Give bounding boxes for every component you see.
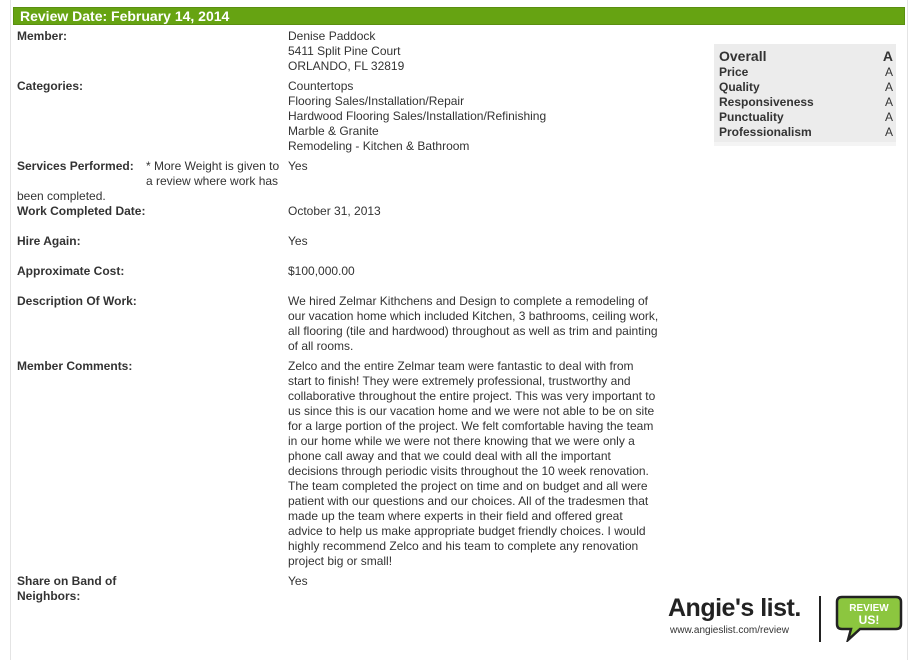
- description-label: Description Of Work:: [17, 294, 137, 308]
- member-city: ORLANDO, FL 32819: [288, 59, 405, 73]
- member-value: [288, 29, 668, 74]
- category-item: Remodeling - Kitchen & Bathroom: [288, 139, 470, 153]
- cost-label: Approximate Cost:: [17, 264, 125, 278]
- comments-label: Member Comments:: [17, 359, 133, 373]
- category-item: Countertops: [288, 79, 354, 93]
- member-name: Denise Paddock: [288, 29, 376, 43]
- rating-name: Responsiveness: [719, 95, 814, 109]
- cost-value: $100,000.00: [288, 264, 355, 278]
- logo-divider: [819, 596, 821, 642]
- member-street: 5411 Split Pine Court: [288, 44, 401, 58]
- categories-list: [288, 79, 668, 154]
- rating-grade: A: [882, 48, 893, 64]
- badge-text-top: REVIEW: [849, 603, 889, 614]
- description-value: We hired Zelmar Kithchens and Design to complete a remodeling of our vacation home which included Kitchen, 3 bathrooms, ceiling work, all flooring (tile and hardwood) throughout as well as trim and painting of all rooms.: [288, 294, 659, 353]
- review-date-header: Review Date: February 14, 2014: [13, 7, 905, 25]
- services-value: Yes: [288, 159, 308, 173]
- hire-again-value: Yes: [288, 234, 308, 248]
- weight-note: * More Weight is given to a review where work has: [146, 159, 280, 188]
- categories-label: Categories:: [17, 79, 84, 93]
- category-item: Marble & Granite: [288, 124, 379, 138]
- review-url[interactable]: www.angieslist.com/review: [670, 625, 789, 636]
- rating-name: Punctuality: [719, 110, 784, 124]
- rating-grade: A: [884, 65, 893, 79]
- rating-grade: A: [884, 95, 893, 109]
- category-item: Hardwood Flooring Sales/Installation/Refinishing: [288, 109, 547, 123]
- rating-row-quality: [719, 80, 893, 95]
- share-value: Yes: [288, 574, 308, 588]
- rating-row-responsiveness: [719, 95, 893, 110]
- angies-list-logo: Angie's list.: [668, 594, 801, 622]
- rating-name: Professionalism: [719, 125, 812, 139]
- member-label: Member:: [17, 29, 68, 43]
- rating-row-punctuality: [719, 110, 893, 125]
- rating-row-professionalism: [719, 125, 893, 140]
- angies-list-branding[interactable]: [668, 594, 908, 644]
- share-label: Share on Band of Neighbors:: [17, 574, 117, 603]
- ratings-panel: [714, 44, 896, 146]
- weight-note-end: been completed.: [17, 189, 106, 203]
- rating-grade: A: [884, 80, 893, 94]
- work-completed-value: October 31, 2013: [288, 204, 381, 218]
- comments-value: Zelco and the entire Zelmar team were fantastic to deal with from start to finish! They were extremely professional, trustworthy and collaborative throughout the entire project. This was very important to us since this is our vacation home and we were not able to be on site for a large portion of the project. We felt comfortable having the team in our home while we were not there knowing that we were only a phone call away and that we could deal with all the important decisions through periodic visits throughout the 10 week renovation. The team completed the project on time and on budget and all were patient with our questions and our choices. All of the tradesmen that made up the team where experts in their field and offered great advice to help us make appropriate budget friendly choices. I would highly recommend Zelco and his team to complete any renovation project big or small!: [288, 359, 656, 568]
- review-us-badge[interactable]: [834, 594, 904, 642]
- rating-grade: A: [884, 110, 893, 124]
- rating-row-overall: [719, 48, 893, 65]
- category-item: Flooring Sales/Installation/Repair: [288, 94, 465, 108]
- rating-name: Price: [719, 65, 749, 79]
- rating-grade: A: [884, 125, 893, 139]
- work-completed-label: Work Completed Date:: [17, 204, 146, 218]
- services-label: Services Performed:: [17, 159, 134, 173]
- hire-again-label: Hire Again:: [17, 234, 81, 248]
- rating-name: Quality: [719, 80, 760, 94]
- badge-text-bottom: US!: [858, 613, 880, 627]
- rating-row-price: [719, 65, 893, 80]
- rating-name: Overall: [719, 48, 767, 64]
